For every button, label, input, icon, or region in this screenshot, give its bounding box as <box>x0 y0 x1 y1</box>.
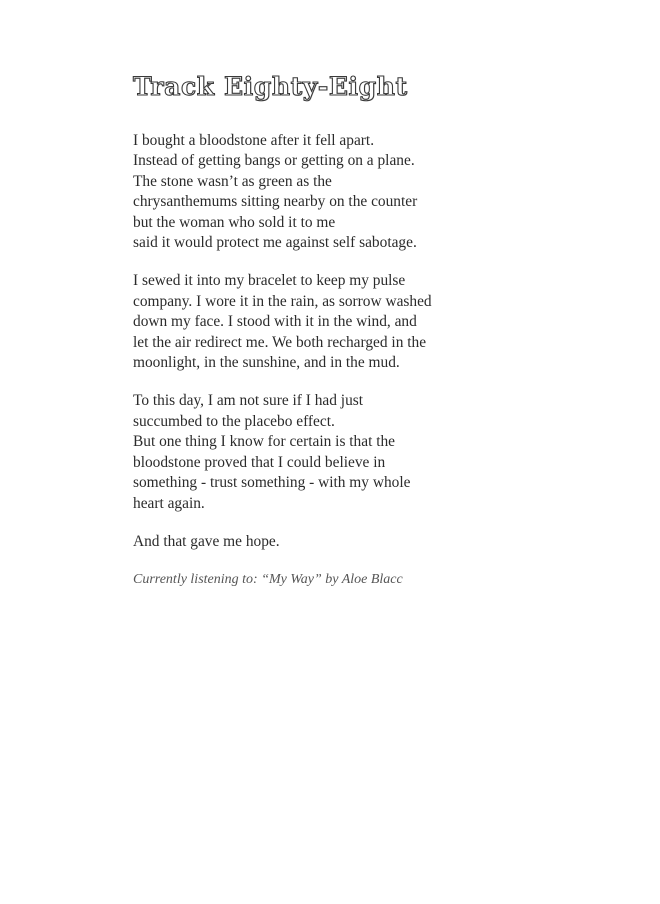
poem-line: But one thing I know for certain is that the <box>133 433 396 451</box>
poem-line: Instead of getting bangs or getting on a plane. <box>133 152 415 170</box>
poem-line: company. I wore it in the rain, as sorrow washed <box>133 292 432 310</box>
poem-line: let the air redirect me. We both recharged in the <box>133 333 427 351</box>
poem-line: And that gave me hope. <box>133 532 280 550</box>
poem-line: The stone wasn’t as green as the <box>133 172 332 190</box>
stanza-2 <box>133 271 513 373</box>
poem-body <box>133 131 513 590</box>
poem-line: succumbed to the placebo effect. <box>133 412 335 430</box>
poem-line: moonlight, in the sunshine, and in the mud. <box>133 354 400 372</box>
stanza-3 <box>133 391 513 513</box>
poem-line: heart again. <box>133 494 205 512</box>
poem-line: but the woman who sold it to me <box>133 213 336 231</box>
poem-line: I bought a bloodstone after it fell apart. <box>133 132 375 149</box>
listening-note: Currently listening to: “My Way” by Aloe Blacc <box>133 572 403 588</box>
poem-line: bloodstone proved that I could believe in <box>133 453 386 471</box>
poem-line: chrysanthemums sitting nearby on the counter <box>133 193 418 211</box>
poem-line: I sewed it into my bracelet to keep my pulse <box>133 272 406 290</box>
poem-line: something - trust something - with my whole <box>133 474 411 492</box>
stanza-1 <box>133 131 513 253</box>
poem-line: down my face. I stood with it in the wind, and <box>133 313 417 331</box>
poem-line: said it would protect me against self sabotage. <box>133 234 417 252</box>
poem-line: To this day, I am not sure if I had just <box>133 392 364 410</box>
page-title: Track Eighty-Eight <box>133 72 408 101</box>
stanza-4 <box>133 532 513 552</box>
